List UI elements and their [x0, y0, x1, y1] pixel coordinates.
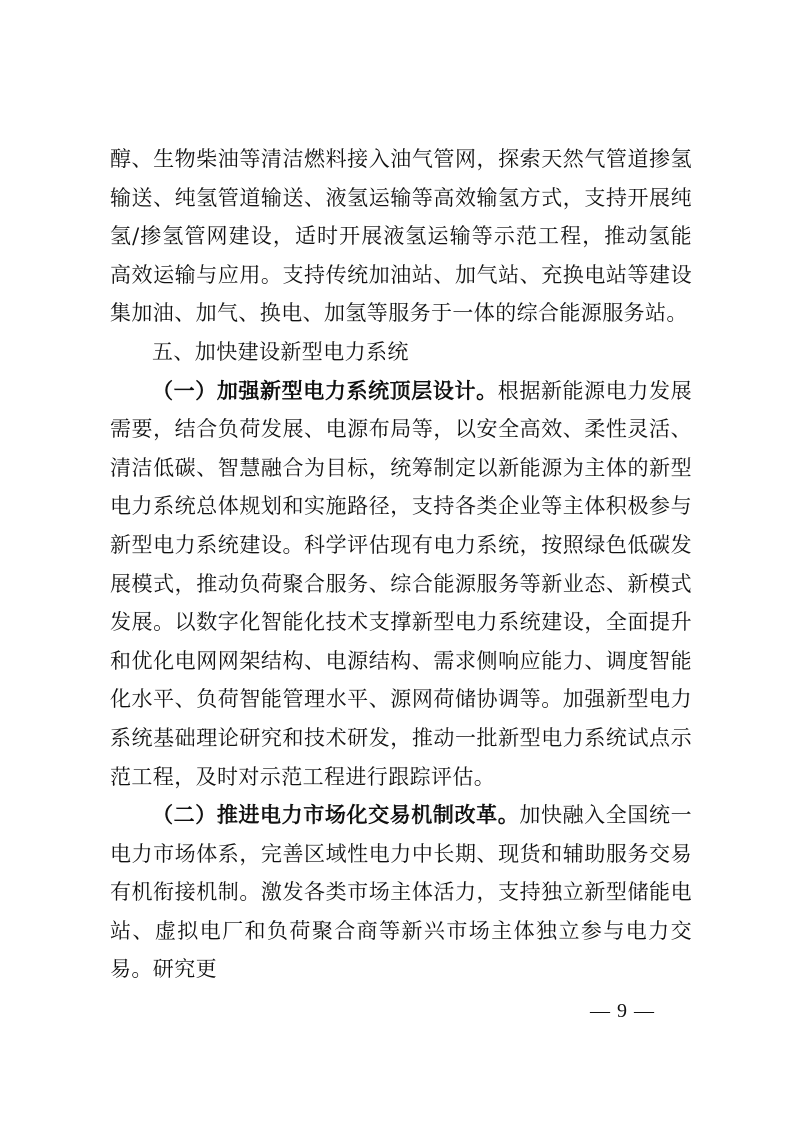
page-number: — 9 — — [590, 1000, 655, 1022]
paragraph-hydrogen-transport: 醇、生物柴油等清洁燃料接入油气管网，探索天然气管道掺氢输送、纯氢管道输送、液氢运输等高效输氢方式，支持开展纯氢/掺氢管网建设，适时开展液氢运输等示范工程，推动氢能高效运输与应用。支持传统加油站、加气站、充换电站等建设集加油、加气、换电、加氢等服务于一体的综合能源服务站。 — [110, 147, 692, 326]
paragraph-market-reform — [110, 796, 692, 989]
paragraph-body-market-reform: 加快融入全国统一电力市场体系，完善区域性电力中长期、现货和辅助服务交易有机衔接机制。激发各类市场主体活力，支持独立新型储能电站、虚拟电厂和负荷聚合商等新兴市场主体独立参与电力交易。研究更 — [110, 803, 692, 982]
paragraph-lead-top-level-design: （一）加强新型电力系统顶层设计。 — [152, 378, 498, 403]
paragraph-body-top-level-design: 根据新能源电力发展需要，结合负荷发展、电源布局等，以安全高效、柔性灵活、清洁低碳、智慧融合为目标，统筹制定以新能源为主体的新型电力系统总体规划和实施路径，支持各类企业等主体积极参与新型电力系统建设。科学评估现有电力系统，按照绿色低碳发展模式，推动负荷聚合服务、综合能源服务等新业态、新模式发展。以数字化智能化技术支撑新型电力系统建设，全面提升和优化电网网架结构、电源结构、需求侧响应能力、调度智能化水平、负荷智能管理水平、源网荷储协调等。加强新型电力系统基础理论研究和技术研发，推动一批新型电力系统试点示范工程，及时对示范工程进行跟踪评估。 — [110, 378, 692, 789]
section-heading: 五、加快建设新型电力系统 — [152, 339, 409, 364]
document-body — [110, 140, 692, 989]
paragraph-top-level-design — [110, 372, 692, 797]
paragraph-lead-market-reform: （二）推进电力市场化交易机制改革。 — [152, 803, 520, 828]
